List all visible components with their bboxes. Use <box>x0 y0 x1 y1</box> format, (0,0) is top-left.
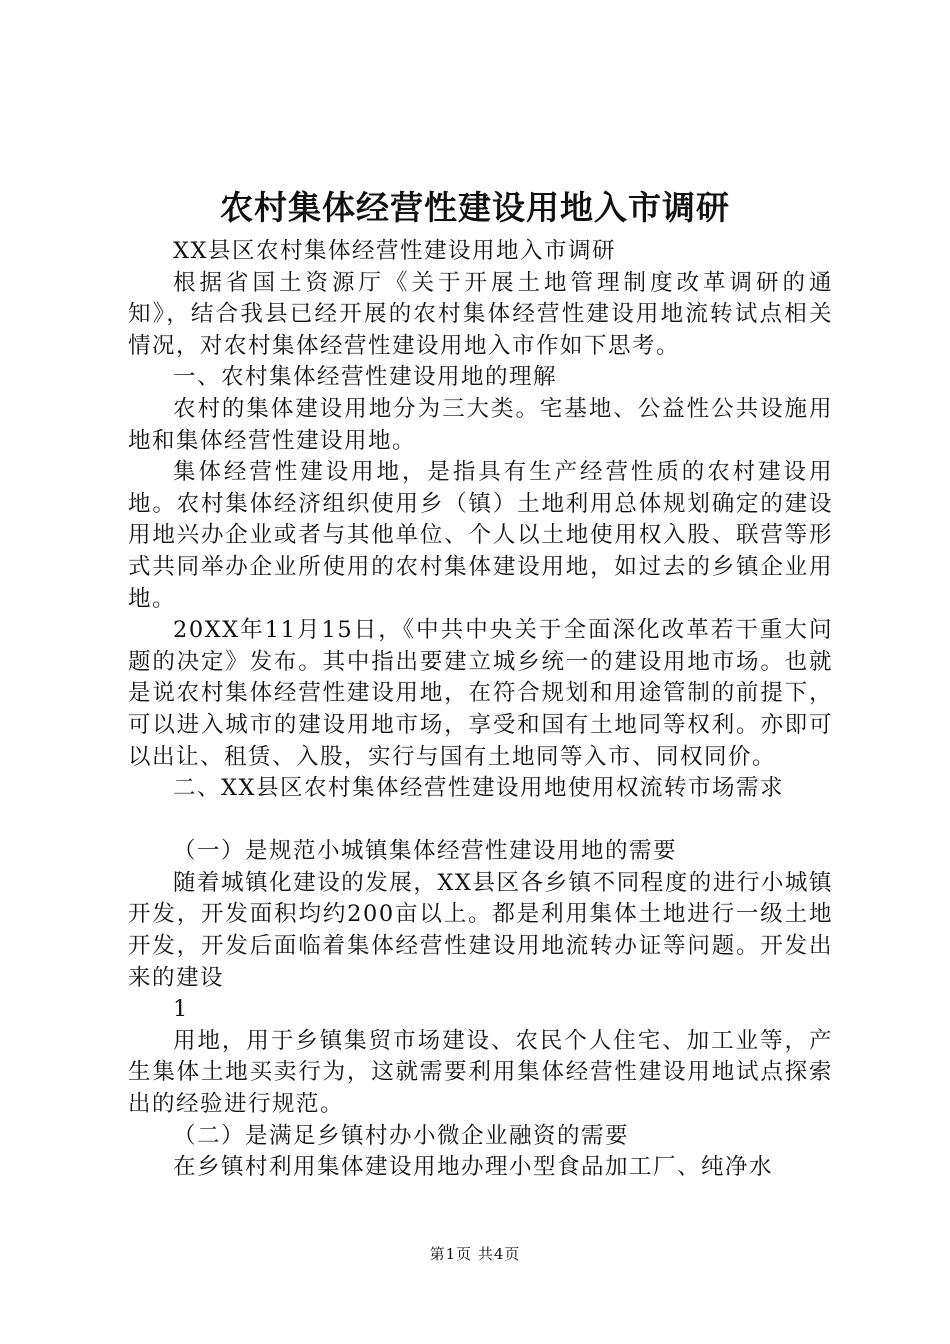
subsection-heading-2: （二）是满足乡镇村办小微企业融资的需要 <box>173 1122 630 1149</box>
document-body <box>128 236 833 1184</box>
paragraph-subtitle: XX县区农村集体经营性建设用地入市调研 <box>173 238 617 264</box>
paragraph-land-use: 用地，用于乡镇集贸市场建设、农民个人住宅、加工业等，产生集体土地买卖行为，这就需要利用集体经营性建设用地试点探索出的经验进行规范。 <box>128 1027 833 1118</box>
paragraph-town-development: 随着城镇化建设的发展，XX县区各乡镇不同程度的进行小城镇开发，开发面积均约200亩以上。都是利用集体土地进行一级土地开发，开发后面临着集体经营性建设用地流转办证等问题。开发出来的建设 <box>128 869 833 991</box>
page-footer: 第1页 共4页 <box>429 1245 521 1263</box>
subsection-heading-1: （一）是规范小城镇集体经营性建设用地的需要 <box>173 838 678 865</box>
paragraph-definition: 集体经营性建设用地，是指具有生产经营性质的农村建设用地。农村集体经济组织使用乡（镇）土地利用总体规划确定的建设用地兴办企业或者与其他单位、个人以土地使用权入股、联营等形式共同举办企业所使用的农村集体建设用地，如过去的乡镇企业用地。 <box>128 459 833 612</box>
document-title: 农村集体经营性建设用地入市调研 <box>220 188 730 227</box>
inline-page-number: 1 <box>173 996 189 1023</box>
paragraph-intro: 根据省国土资源厅《关于开展土地管理制度改革调研的通知》，结合我县已经开展的农村集体经营性建设用地流转试点相关情况，对农村集体经营性建设用地入市作如下思考。 <box>128 269 833 359</box>
section-heading-1: 一、农村集体经营性建设用地的理解 <box>173 364 558 391</box>
paragraph-small-enterprises: 在乡镇村利用集体建设用地办理小型食品加工厂、纯净水 <box>173 1154 774 1181</box>
paragraph-policy: 20XX年11月15日，《中共中央关于全面深化改革若干重大问题的决定》发布。其中指出要建立城乡统一的建设用地市场。也就是说农村集体经营性建设用地，在符合规划和用途管制的前提下，可以进入城市的建设用地市场，享受和国有土地同等权利。亦即可以出让、租赁、入股，实行与国有土地同等入市、同权同价。 <box>128 617 833 770</box>
section-heading-2: 二、XX县区农村集体经营性建设用地使用权流转市场需求 <box>173 775 785 802</box>
paragraph-land-types: 农村的集体建设用地分为三大类。宅基地、公益性公共设施用地和集体经营性建设用地。 <box>128 395 833 454</box>
